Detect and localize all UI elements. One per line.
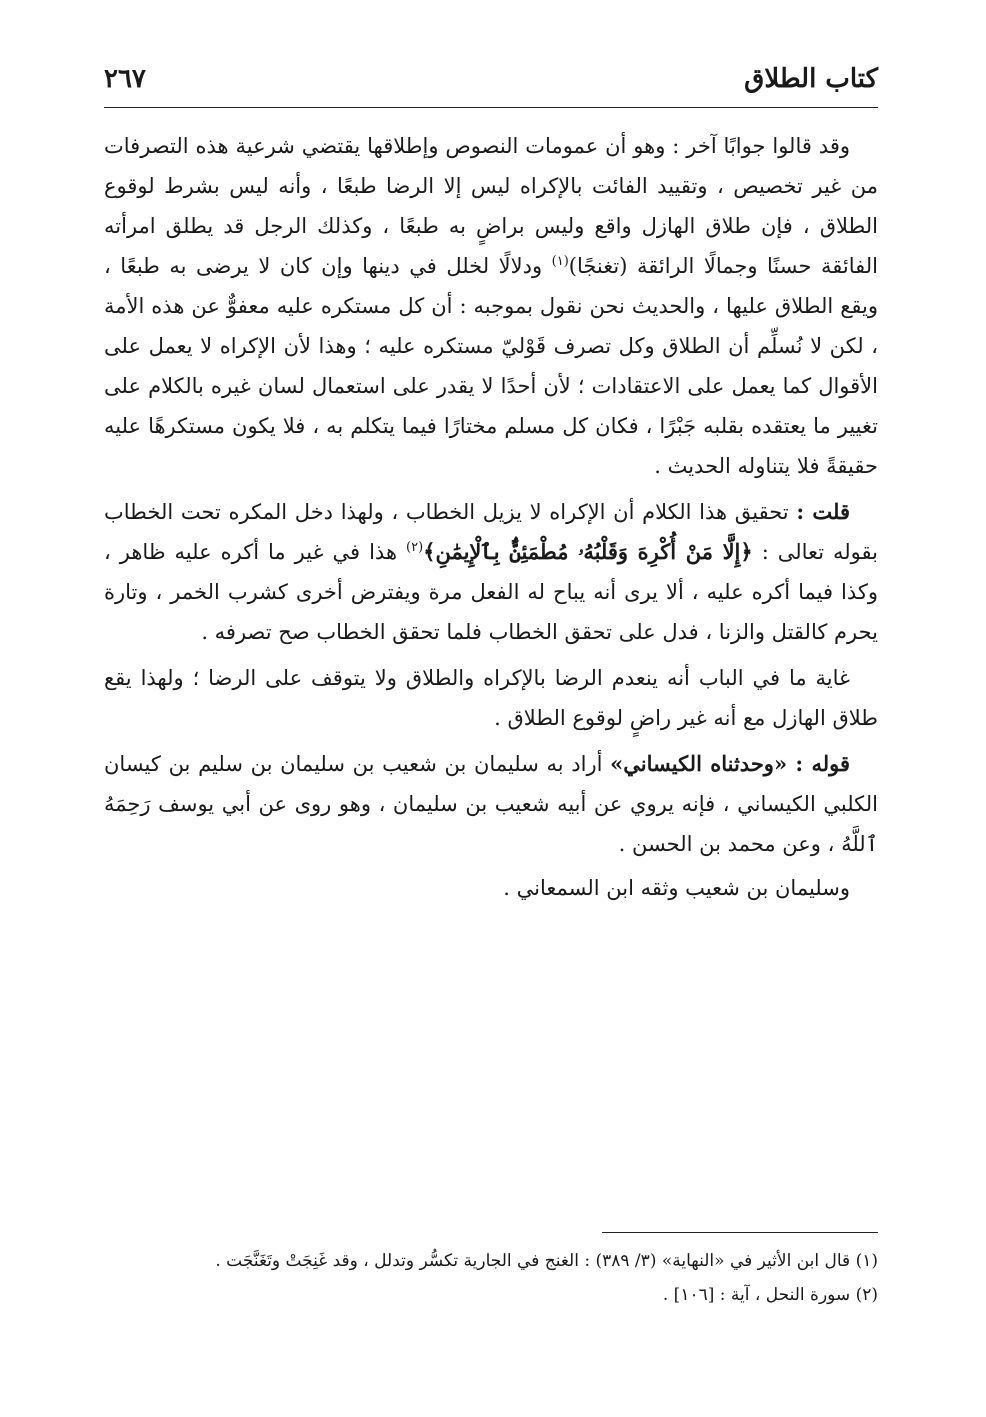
- page-header: [104, 62, 878, 102]
- footnote-1: (١) قال ابن الأثير في «النهاية» (٣/ ٣٨٩) : الغنج في الجارية تكسُّر وتدلل ، وقد غَنِجَتْ وتَغَنَّجَت .: [215, 1251, 878, 1271]
- paragraph-1-text: وقد قالوا جوابًا آخر : وهو أن عمومات النصوص وإطلاقها يقتضي شرعية هذه التصرفات من غير تخصيص ، وتقييد الفائت بالإكراه ليس إلا الرضا طبعًا ، وأنه ليس بشرط لوقوع الطلاق ، فإن طلاق الهازل واقع وليس براضٍ به طبعًا ، وكذلك الرجل قد يطلق امرأته الفائقة حسنًا وجمالًا الرائقة (تغنجًا): [104, 134, 878, 278]
- paragraph-4: [104, 744, 878, 864]
- header-divider: [104, 107, 878, 108]
- paragraph-2-text-a: تحقيق هذا الكلام أن الإكراه لا يزيل الخطاب ، ولهذا دخل المكره تحت الخطاب بقوله تعالى :: [104, 500, 878, 564]
- paragraph-2: [104, 492, 878, 652]
- paragraph-1: [104, 126, 878, 486]
- running-title: كتاب الطلاق: [744, 64, 878, 94]
- quran-verse: ﴿إِلَّا مَنْ أُكْرِهَ وَقَلْبُهُۥ مُطْمَئِنٌّۢ بِٱلْإِيمَٰنِ﴾: [423, 539, 753, 564]
- paragraph-3: غاية ما في الباب أنه ينعدم الرضا بالإكراه والطلاق ولا يتوقف على الرضا ؛ ولهذا يقع طلاق الهازل مع أنه غير راضٍ لوقوع الطلاق .: [104, 666, 878, 730]
- footnote-2: (٢) سورة النحل ، آية : [١٠٦] .: [662, 1285, 878, 1305]
- main-text: [104, 126, 878, 914]
- footnotes: [104, 1244, 878, 1312]
- paragraph-2-lead: قلت :: [796, 499, 850, 524]
- paragraph-4-text: أراد به سليمان بن شعيب بن سليمان بن سليم بن كيسان الكلبي الكيساني ، فإنه يروي عن أبيه شعيب بن سليمان ، وهو روى عن أبي يوسف رَحِمَهُ ٱللَّهُ ، وعن محمد بن الحسن .: [104, 752, 878, 856]
- page-number: ٢٦٧: [104, 64, 146, 94]
- paragraph-4-lead: قوله : «وحدثناه الكيساني»: [610, 751, 850, 776]
- paragraph-1-continued: ودلالًا لخلل في دينها وإن كان لا يرضى به طبعًا ، ويقع الطلاق عليها ، والحديث نحن نقول بموجبه : أن كل مستكره عليه معفوٌّ عن هذه الأمة ، لكن لا نُسلِّم أن الطلاق وكل تصرف قَوْليّ مستكره عليه ؛ وهذا لأن الإكراه لا يعمل على الأقوال كما يعمل على الاعتقادات ؛ لأن أحدًا لا يقدر على استعمال لسان غيره بالكلام على تغيير ما يعتقده بقلبه جَبْرًا ، فكان كل مسلم مختارًا فيما يتكلم به ، فلا يكون مستكرهًا عليه حقيقةً فلا يتناوله الحديث .: [104, 254, 878, 478]
- footnote-divider: [602, 1232, 878, 1233]
- paragraph-5: وسليمان بن شعيب وثقه ابن السمعاني .: [503, 876, 850, 900]
- footnote-ref-2: (٢): [406, 540, 424, 555]
- footnote-ref-1: (١): [551, 254, 569, 269]
- paragraph-2-text-b: هذا في غير ما أكره عليه ظاهر ، وكذا فيما أكره عليه ، ألا يرى أنه يباح له الفعل مرة ويفترض أخرى كشرب الخمر ، وتارة يحرم كالقتل والزنا ، فدل على تحقق الخطاب فلما تحقق الخطاب صح تصرفه .: [104, 540, 878, 644]
